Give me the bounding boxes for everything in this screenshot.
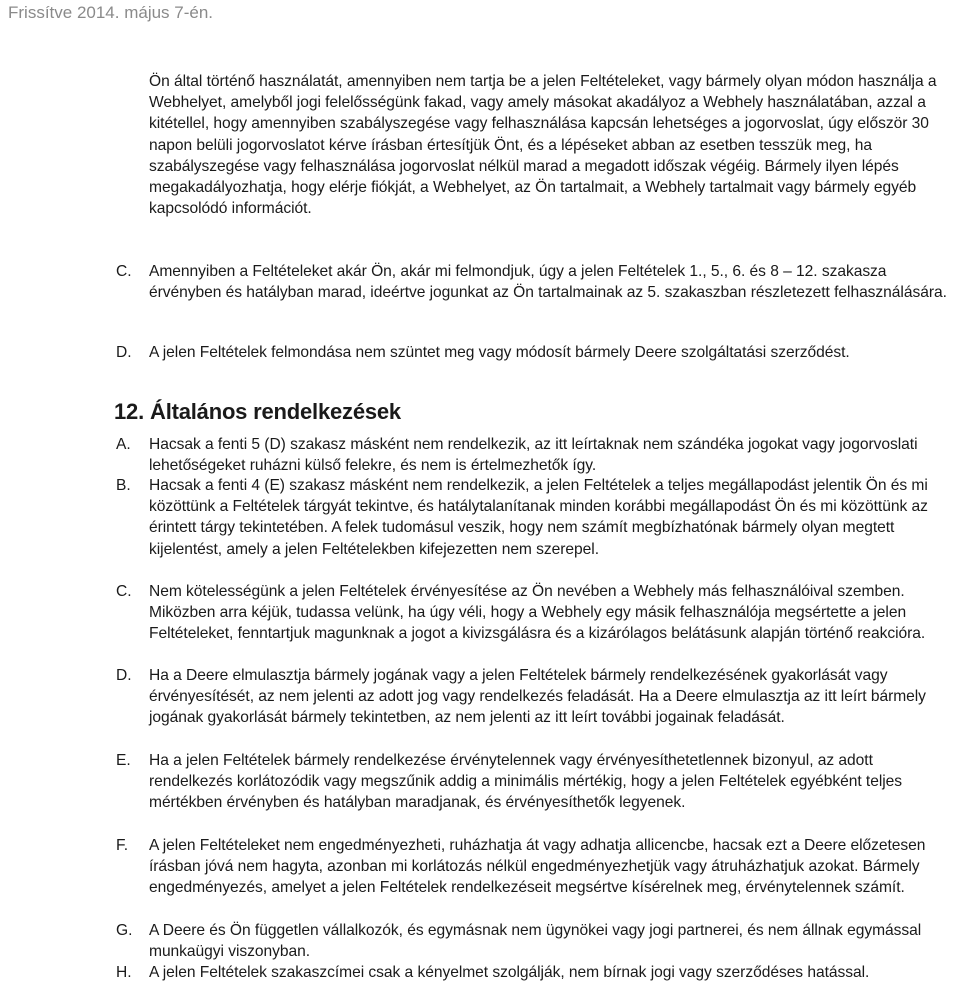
list-item-letter: A. [116, 436, 131, 453]
list-item-text: A jelen Feltételeket nem engedményezheti, ruházhatja át vagy adhatja allicencbe, hacsak ezt a Deere előzetesen írásban jóvá nem hagyta, azonban mi korlátozás nélkül engedményezhetjük vagy átruházhatjuk azokat. Bármely engedményezés, amelyet a jelen Feltételek rendelkezéseit megsértve kísérelnek meg, érvénytelennek számít. [149, 837, 926, 897]
list-item-text: A jelen Feltételek szakaszcímei csak a kényelmet szolgálják, nem bírnak jogi vagy szerződéses hatással. [149, 964, 870, 981]
section-heading-12 [114, 398, 401, 426]
list-item-letter: D. [116, 667, 132, 684]
list-item-text: Amennyiben a Feltételeket akár Ön, akár mi felmondjuk, úgy a jelen Feltételek 1., 5., 6. és 8 – 12. szakasza érvényben és hatályban marad, ideértve jogunkat az Ön tartalmainak az 5. szakaszban részletezett felhasználására. [149, 263, 947, 302]
update-date-header: Frissítve 2014. május 7-én. [8, 3, 214, 22]
list-item-12a [116, 434, 949, 476]
list-item-12c [116, 581, 949, 645]
list-item-12f [116, 835, 949, 899]
list-item-letter: C. [116, 263, 132, 280]
list-item-12b [116, 475, 949, 560]
list-item-text: Hacsak a fenti 4 (E) szakasz másként nem rendelkezik, a jelen Feltételek a teljes megállapodást jelentik Ön és mi közöttünk a Feltételek tárgyát tekintve, és hatálytalanítanak minden korábbi megállapodást Ön és mi közöttünk az érintett tárgy tekintetében. A felek tudomásul veszik, hogy nem számít megbízhatónak bármely olyan megtett kijelentést, amely a jelen Feltételekben kifejezetten nem szerepel. [149, 477, 928, 558]
list-item-text: Ha a jelen Feltételek bármely rendelkezése érvénytelennek vagy érvényesíthetetlennek bizonyul, az adott rendelkezés korlátozódik vagy megszűnik addig a minimális mértékig, hogy a jelen Feltételek egyébként teljes mértékben érvényben és hatályban maradjanak, és érvényesíthetők legyenek. [149, 752, 903, 812]
intro-paragraph: Ön által történő használatát, amennyiben nem tartja be a jelen Feltételeket, vagy bármely olyan módon használja a Webhelyet, amelyből jogi felelősségünk fakad, vagy amely másokat akadályoz a Webhely használatában, azzal a kitétellel, hogy amennyiben szabályszegése vagy felhasználása kapcsán lehetséges a jogorvoslat, úgy először 30 napon belüli jogorvoslatot kérve írásban értesítjük Önt, és a lépéseket abban az esetben tesszük meg, ha szabályszegése vagy felhasználása jogorvoslat nélkül marad a megadott időszak végéig. Bármely ilyen lépés megakadályozhatja, hogy elérje fiókját, a Webhelyet, az Ön tartalmait, a Webhely tartalmait vagy bármely egyéb kapcsolódó információt. [149, 73, 937, 218]
list-item-text: Hacsak a fenti 5 (D) szakasz másként nem rendelkezik, az itt leírtaknak nem szándéka jogokat vagy jogorvoslati lehetőségeket ruházni külső felekre, és nem is értelmezhetők így. [149, 436, 918, 475]
list-item-letter: B. [116, 477, 131, 494]
list-item-12d [116, 665, 949, 729]
list-item-12g [116, 920, 949, 962]
list-item-12e [116, 750, 949, 814]
list-item-text: Nem kötelességünk a jelen Feltételek érvényesítése az Ön nevében a Webhely más felhasználóival szemben. Miközben arra kéjük, tudassa velünk, ha úgy véli, hogy a Webhely egy másik felhasználója megsértette a jelen Feltételeket, fenntartjuk magunknak a jogot a kivizsgálásra és a kizárólagos belátásunk alapján történő reakcióra. [149, 583, 926, 643]
list-item-11c [116, 261, 949, 303]
list-item-letter: H. [116, 964, 132, 981]
section-title: Általános rendelkezések [150, 399, 401, 424]
list-item-letter: E. [116, 752, 131, 769]
list-item-text: Ha a Deere elmulasztja bármely jogának vagy a jelen Feltételek bármely rendelkezésének gyakorlását vagy érvényesítését, az nem jelenti az adott jog vagy rendelkezés feladását. Ha a Deere elmulasztja az itt leírt bármely jogának gyakorlását bármely tekintetben, az nem jelenti az itt leírt további jogainak feladását. [149, 667, 926, 727]
list-item-letter: C. [116, 583, 132, 600]
list-item-letter: F. [116, 837, 129, 854]
list-item-letter: D. [116, 344, 132, 361]
list-item-12h [116, 962, 949, 983]
section-number: 12. [114, 399, 144, 424]
list-item-letter: G. [116, 922, 133, 939]
list-item-text: A jelen Feltételek felmondása nem szüntet meg vagy módosít bármely Deere szolgáltatási szerződést. [149, 344, 850, 361]
list-item-text: A Deere és Ön független vállalkozók, és egymásnak nem ügynökei vagy jogi partnerei, és nem állnak egymással munkaügyi viszonyban. [149, 922, 922, 961]
intro-paragraph-block [149, 71, 939, 219]
list-item-11d [116, 342, 949, 363]
